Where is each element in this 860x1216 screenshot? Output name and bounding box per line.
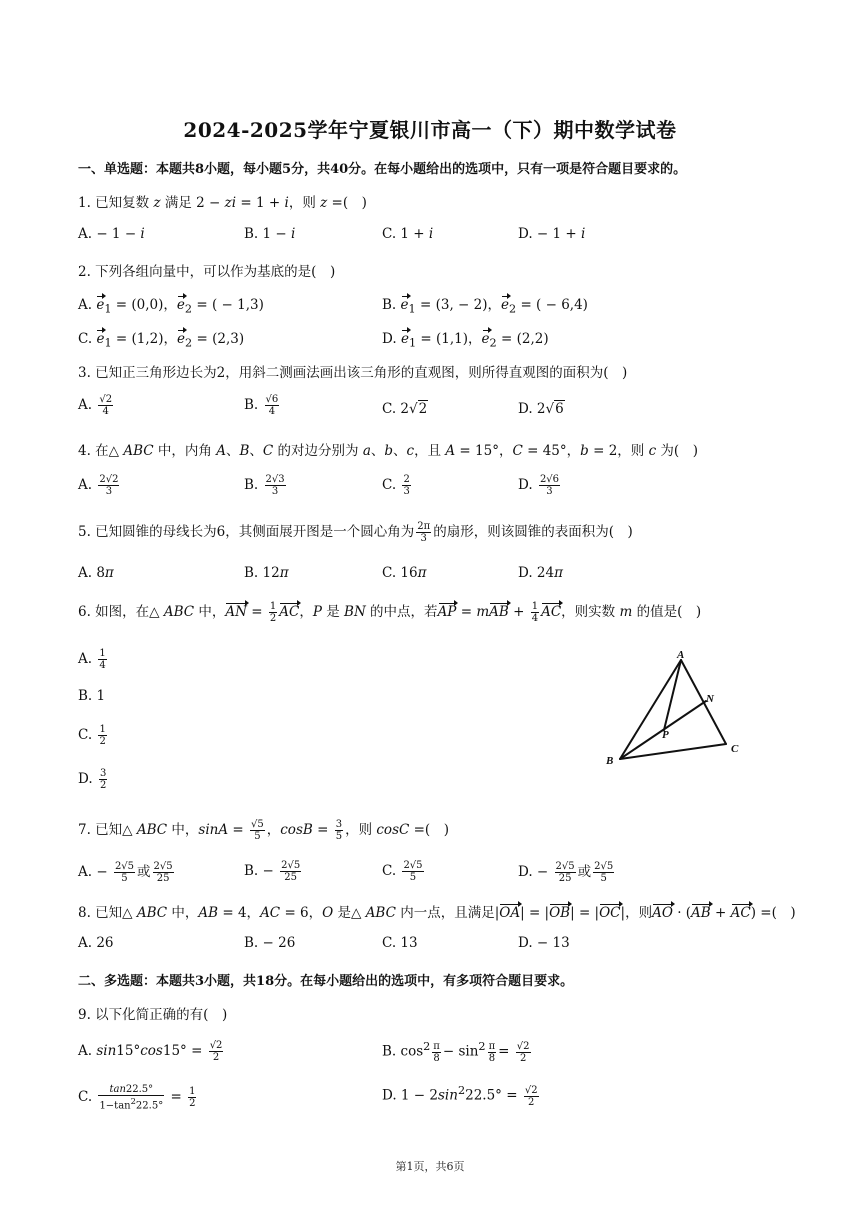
question-2-option-a: A. $e_1 = (0,0)$，$e_2$ = ( − 1,3)	[78, 297, 264, 316]
question-3-stem: 3. 已知正三角形边长为2，用斜二测画法画出该三角形的直观图，则所得直观图的面积为( )	[78, 365, 628, 381]
question-2-option-d: D. $e_1 = (1,1)$，$e_2 = (2,2)$	[382, 331, 549, 350]
label-c: C	[731, 743, 739, 755]
question-2-stem: 2. 下列各组向量中，可以作为基底的是( )	[78, 264, 336, 280]
question-3-option-c: C. 2√2	[382, 401, 428, 417]
question-9-option-a: A. sin15°cos15° = $\frac{√2}{2}$	[78, 1040, 223, 1063]
label-b: B	[606, 755, 614, 767]
question-6-option-d: D. $\frac{3}{2}$	[78, 768, 107, 791]
question-7-option-c: C. $\frac{2√5}{5}$	[382, 860, 423, 883]
question-3-option-a: A. $\frac{√2}{4}$	[78, 394, 113, 417]
question-6-option-c: C. $\frac{1}{2}$	[78, 724, 106, 747]
label-a: A	[677, 649, 685, 661]
label-n: N	[706, 693, 714, 705]
question-9-option-d: D. $1 - 2\sin^222.5^\circ$ = $\frac{√2}{2}$	[382, 1084, 538, 1108]
question-4-option-c: C. $\frac{2}{3}$	[382, 474, 410, 497]
label-p: P	[662, 729, 669, 741]
question-4-option-d: D. $\frac{2√6}{3}$	[518, 474, 560, 497]
question-8-option-d: D. − 13	[518, 935, 570, 951]
question-8-option-b: B. − 26	[244, 935, 296, 951]
question-5-option-d: D. 24π	[518, 565, 563, 581]
question-1-stem: 1. 已知复数 z 满足 2 − zi = 1 + i，则 z =( )	[78, 195, 367, 211]
question-3-option-b: B. $\frac{√6}{4}$	[244, 394, 279, 417]
question-1-option-c: C. 1 + i	[382, 226, 434, 242]
question-6-option-b: B. 1	[78, 688, 106, 704]
question-9-option-b: B. $\cos^2$ $\frac{\pi}{8}$ − $\sin^2$ $\frac{\pi}{8}$ = $\frac{√2}{2}$	[382, 1040, 530, 1064]
question-2-option-b: B. $e_1 = (3$, − 2)，$e_2$ = ( − 6,4)	[382, 297, 588, 316]
section-single-choice-header: 一、单选题：本题共8小题，每小题5分，共40分。在每小题给出的选项中，只有一项是符合题目要求的。	[78, 162, 687, 177]
question-5-option-a: A. 8π	[78, 565, 114, 581]
question-1-option-a: A. − 1 − i	[78, 226, 145, 242]
question-7-option-a: A. − $\frac{2√5}{5}$ 或 $\frac{2√5}{25}$	[78, 861, 173, 884]
question-5-option-c: C. 16π	[382, 565, 427, 581]
question-7-option-b: B. − $\frac{2√5}{25}$	[244, 860, 301, 883]
question-4-option-b: B. $\frac{2√3}{3}$	[244, 474, 285, 497]
question-4-option-a: A. $\frac{2√2}{3}$	[78, 474, 119, 497]
question-5-option-b: B. 12π	[244, 565, 289, 581]
question-9-stem: 9. 以下化简正确的有( )	[78, 1007, 228, 1023]
side-bc	[620, 744, 726, 759]
question-5-stem: 5. 已知圆锥的母线长为6，其侧面展开图是一个圆心角为 $\frac{2\pi}{3}$ 的扇形，则该圆锥的表面积为( )	[78, 521, 633, 544]
question-8-stem: 8. 已知△ ABC 中，AB = 4，AC = 6，O 是△ ABC 内一点，且满足|OA| = |OB| = |OC|，则AO · (AB + AC) =( )	[78, 905, 796, 921]
question-8-option-a: A. 26	[78, 935, 114, 951]
question-4-stem: 4. 在△ ABC 中，内角 A、B、C 的对边分别为 a、b、c，且 A = 15°，C = 45°，b = 2，则 c 为( )	[78, 443, 698, 459]
question-3-option-d: D. 2√6	[518, 401, 564, 417]
section-multi-choice-header: 二、多选题：本题共3小题，共18分。在每小题给出的选项中，有多项符合题目要求。	[78, 974, 574, 989]
question-8-option-c: C. 13	[382, 935, 418, 951]
page-title: 2024-2025学年宁夏银川市高一（下）期中数学试卷	[183, 118, 677, 142]
question-6-option-a: A. $\frac{1}{4}$	[78, 648, 106, 671]
question-2-option-c: C. $e_1 = (1,2)$，$e_2 = (2,3)$	[78, 331, 245, 350]
question-7-option-d: D. − $\frac{2√5}{25}$ 或 $\frac{2√5}{5}$	[518, 861, 614, 884]
question-7-stem: 7. 已知△ ABC 中，sinA = $\frac{√5}{5}$ ，cosB = $\frac{3}{5}$ ，则 cosC =( )	[78, 819, 449, 842]
question-6-stem: 6. 如图，在△ ABC 中，AN = $\frac{1}{2}$ AC，P 是 BN 的中点，若AP = mAB + $\frac{1}{4}$ AC，则实数 m 的值是( )	[78, 601, 702, 624]
side-ab	[620, 660, 681, 759]
question-9-option-c: C. $\frac{\tan 22.5^\circ}{1-\tan^222.5^\circ}$ = $\frac{1}{2}$	[78, 1084, 196, 1112]
page-footer: 第1页，共6页	[395, 1160, 465, 1173]
question-1-option-d: D. − 1 + i	[518, 226, 586, 242]
triangle-figure	[600, 646, 760, 776]
question-1-option-b: B. 1 − i	[244, 226, 296, 242]
